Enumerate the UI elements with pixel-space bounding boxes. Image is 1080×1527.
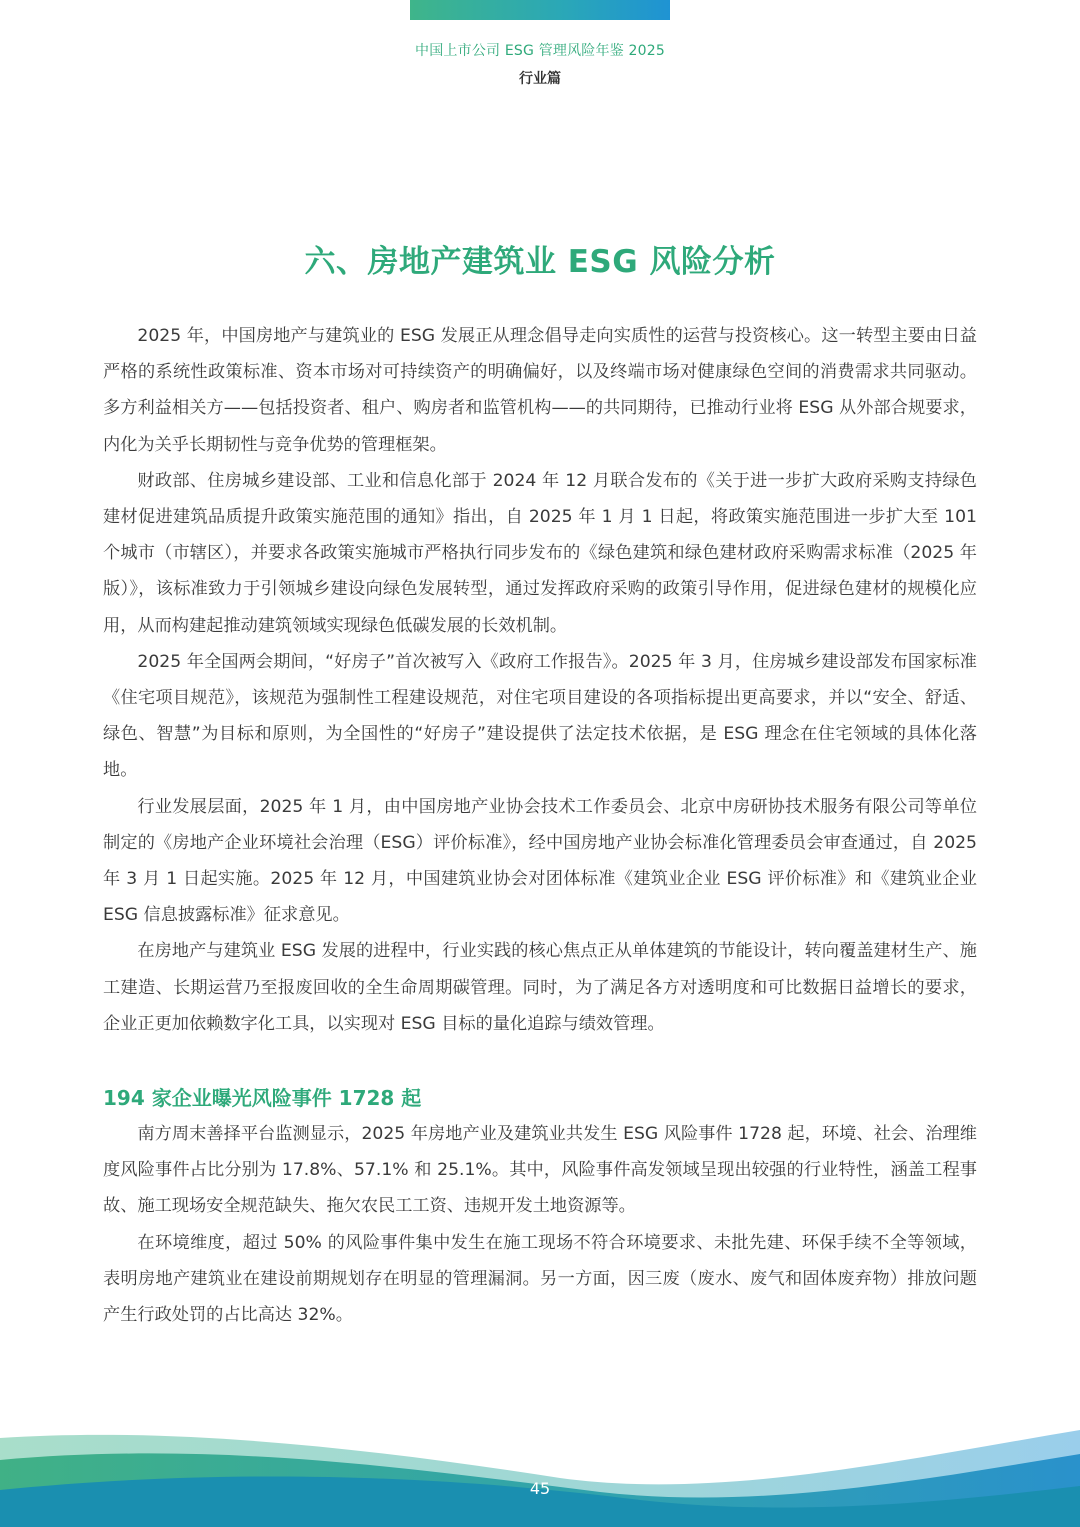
paragraph: 在房地产与建筑业 ESG 发展的进程中，行业实践的核心焦点正从单体建筑的节能设计，转向覆盖建材生产、施工建造、长期运营乃至报废回收的全生命周期碳管理。同时，为了满足各方对透明度和可比数据日益增长的要求，企业正更加依赖数字化工具，以实现对 ESG 目标的量化追踪与绩效管理。	[103, 941, 977, 1034]
section-label: 行业篇	[519, 71, 561, 87]
subsection-heading: 194 家企业曝光风险事件 1728 起	[103, 1086, 422, 1111]
page-number: 45	[529, 1479, 551, 1498]
article-body	[103, 318, 977, 1333]
footer-wave-decoration	[0, 1420, 1080, 1527]
paragraph: 2025 年，中国房地产与建筑业的 ESG 发展正从理念倡导走向实质性的运营与投资核心。这一转型主要由日益严格的系统性政策标准、资本市场对可持续资产的明确偏好，以及终端市场对健康绿色空间的消费需求共同驱动。多方利益相关方——包括投资者、租户、购房者和监管机构——的共同期待，已推动行业将 ESG 从外部合规要求，内化为关乎长期韧性与竞争优势的管理框架。	[103, 326, 977, 455]
paragraph: 财政部、住房城乡建设部、工业和信息化部于 2024 年 12 月联合发布的《关于进一步扩大政府采购支持绿色建材促进建筑品质提升政策实施范围的通知》指出，自 2025 年 1 月 1 日起，将政策实施范围进一步扩大至 101 个城市（市辖区），并要求各政策实施城市严格执行同步发布的《绿色建筑和绿色建材政府采购需求标准（2025 年版）》，该标准致力于引领城乡建设向绿色发展转型，通过发挥政府采购的政策引导作用，促进绿色建材的规模化应用，从而构建起推动建筑领域实现绿色低碳发展的长效机制。	[103, 470, 977, 636]
chapter-title: 六、房地产建筑业 ESG 风险分析	[304, 244, 776, 280]
paragraph: 行业发展层面，2025 年 1 月，由中国房地产业协会技术工作委员会、北京中房研协技术服务有限公司等单位制定的《房地产企业环境社会治理（ESG）评价标准》，经中国房地产业协会标准化管理委员会审查通过，自 2025 年 3 月 1 日起实施。2025 年 12 月，中国建筑业协会对团体标准《建筑业企业 ESG 评价标准》和《建筑业企业 ESG 信息披露标准》征求意见。	[103, 796, 977, 926]
paragraph: 在环境维度，超过 50% 的风险事件集中发生在施工现场不符合环境要求、未批先建、环保手续不全等领域，表明房地产建筑业在建设前期规划存在明显的管理漏洞。另一方面，因三废（废水、废气和固体废弃物）排放问题产生行政处罚的占比高达 32%。	[103, 1232, 977, 1326]
report-title: 中国上市公司 ESG 管理风险年鉴 2025	[415, 43, 665, 59]
paragraph: 2025 年全国两会期间，“好房子”首次被写入《政府工作报告》。2025 年 3 月，住房城乡建设部发布国家标准《住宅项目规范》，该规范为强制性工程建设规范，对住宅项目建设的各项指标提出更高要求，并以“安全、舒适、绿色、智慧”为目标和原则，为全国性的“好房子”建设提供了法定技术依据，是 ESG 理念在住宅领域的具体化落地。	[103, 651, 977, 781]
header-accent-bar	[410, 0, 670, 20]
paragraph: 南方周末善择平台监测显示，2025 年房地产业及建筑业共发生 ESG 风险事件 1728 起，环境、社会、治理维度风险事件占比分别为 17.8%、57.1% 和 25.1%。其中，风险事件高发领域呈现出较强的行业特性，涵盖工程事故、施工现场安全规范缺失、拖欠农民工工资、违规开发土地资源等。	[103, 1124, 977, 1217]
